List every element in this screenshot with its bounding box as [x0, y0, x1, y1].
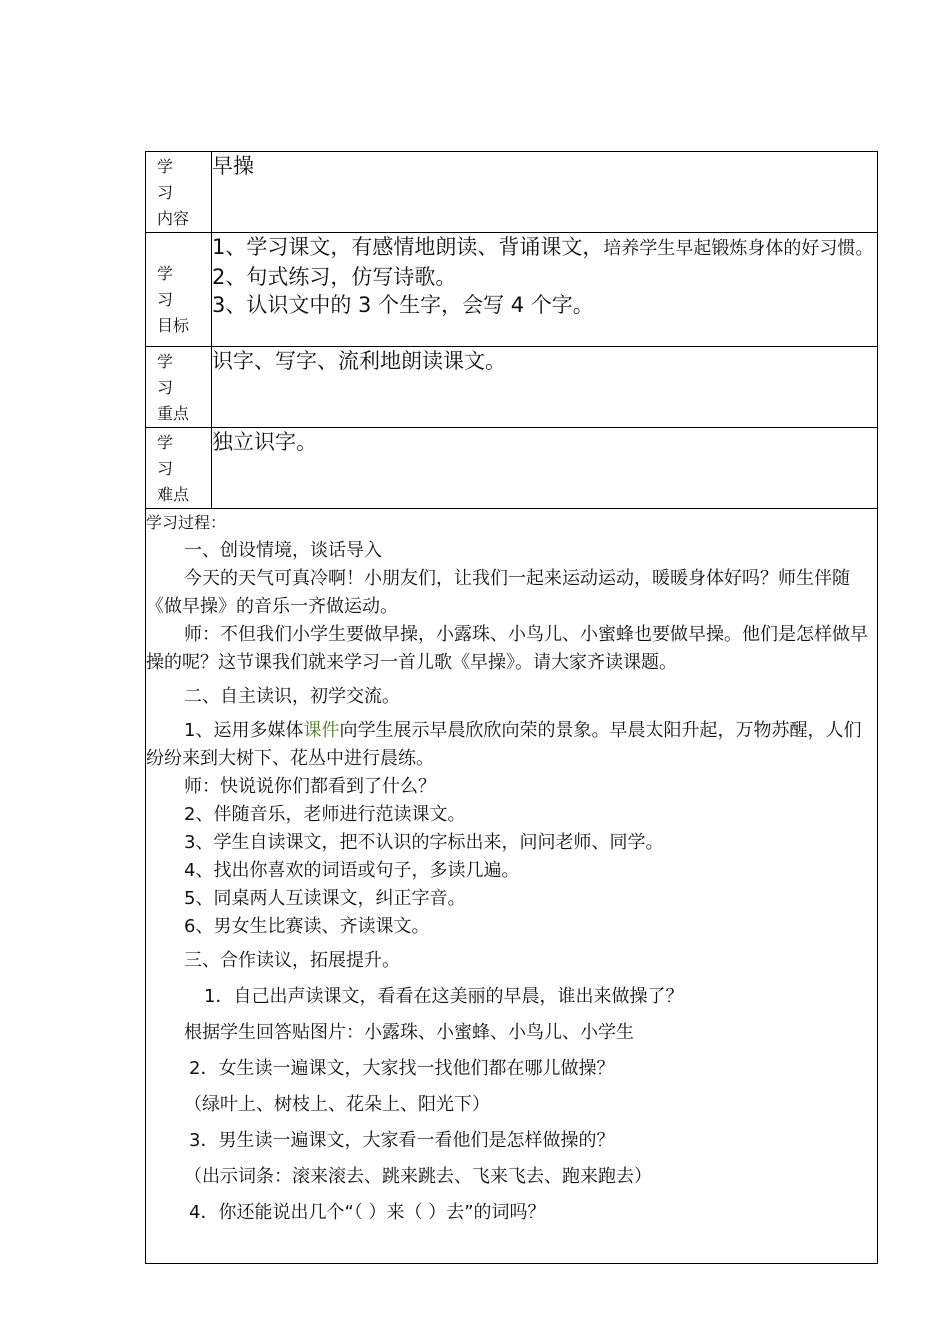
label-line2: 内容 [157, 209, 190, 228]
section3-answer1: 根据学生回答贴图片：小露珠、小蜜蜂、小鸟儿、小学生 [184, 1022, 634, 1043]
row-process [146, 509, 878, 1264]
section2-question: 师：快说说你们都看到了什么？ [184, 776, 436, 797]
section2-item3: 3、学生自读课文，把不认识的字标出来，问问老师、同学。 [184, 832, 664, 853]
courseware-highlight: 课件 [303, 720, 340, 741]
section3-item4: 4．你还能说出几个“（ ）来（ ）去”的词吗？ [189, 1202, 546, 1223]
label-cell-key [146, 347, 212, 428]
section3-answer2: （绿叶上、树枝上、花朵上、阳光下） [184, 1094, 490, 1115]
section2-title: 二、自主读识，初学交流。 [184, 686, 400, 707]
section1-para1: 今天的天气可真冷啊！小朋友们，让我们一起来运动运动，暖暖身体好吗？师生伴随《做早操》的音乐一齐做运动。 [146, 568, 850, 617]
row-difficulty [146, 428, 878, 509]
label-line1: 学习 [157, 433, 187, 478]
label-line2: 重点 [157, 404, 190, 423]
section3-title: 三、合作读议，拓展提升。 [184, 950, 400, 971]
goal-2: 2、句式练习，仿写诗歌。 [212, 265, 457, 289]
section2-item5: 5、同桌两人互读课文，纠正字音。 [184, 888, 466, 909]
value-cell-key [212, 347, 878, 428]
section3-answer3: （出示词条：滚来滚去、跳来跳去、飞来飞去、跑来跑去） [184, 1166, 652, 1187]
label-line1: 学习 [157, 352, 187, 397]
process-header: 学习过程： [146, 513, 227, 532]
section1-para2: 师：不但我们小学生要做早操，小露珠、小鸟儿、小蜜蜂也要做早操。他们是怎样做早操的呢？这节课我们就来学习一首儿歌《早操》。请大家齐读课题。 [146, 624, 868, 673]
label-line1: 学习 [157, 157, 187, 202]
value-cell-difficulty [212, 428, 878, 509]
label-cell-difficulty [146, 428, 212, 509]
lesson-title: 早操 [212, 154, 254, 178]
label-line2: 难点 [157, 485, 190, 504]
value-cell-content [212, 152, 878, 233]
section1-title: 一、创设情境，谈话导入 [184, 540, 382, 561]
section3-item1: 1．自己出声读课文，看看在这美丽的早晨，谁出来做操了？ [204, 986, 684, 1007]
label-line1: 学习 [157, 264, 187, 309]
section2-item4: 4、找出你喜欢的词语或句子，多读几遍。 [184, 860, 520, 881]
label-line2: 目标 [157, 316, 190, 335]
section2-item6: 6、男女生比赛读、齐读课文。 [184, 916, 430, 937]
section2-item2: 2、伴随音乐，老师进行范读课文。 [184, 804, 466, 825]
row-goals [146, 233, 878, 347]
section3-item3: 3．男生读一遍课文，大家看一看他们是怎样做操的？ [189, 1130, 615, 1151]
label-cell-content [146, 152, 212, 233]
section2-item1: 1、运用多媒体课件向学生展示早晨欣欣向荣的景象。早晨太阳升起，万物苏醒，人们纷纷来到大树下、花丛中进行晨练。 [146, 720, 862, 769]
label-cell-goals [146, 233, 212, 347]
lesson-plan-table [145, 151, 878, 1264]
process-cell [146, 509, 878, 1264]
value-cell-goals [212, 233, 878, 347]
goal-3: 3、认识文中的 3 个生字，会写 4 个字。 [212, 293, 594, 317]
row-content [146, 152, 878, 233]
section3-item2: 2．女生读一遍课文，大家找一找他们都在哪儿做操？ [189, 1058, 615, 1079]
row-key-points [146, 347, 878, 428]
difficulty-text: 独立识字。 [212, 430, 317, 454]
goal-1: 1、学习课文，有感情地朗读、背诵课文，培养学生早起锻炼身体的好习惯。 [212, 235, 874, 259]
key-points-text: 识字、写字、流利地朗读课文。 [212, 349, 506, 373]
